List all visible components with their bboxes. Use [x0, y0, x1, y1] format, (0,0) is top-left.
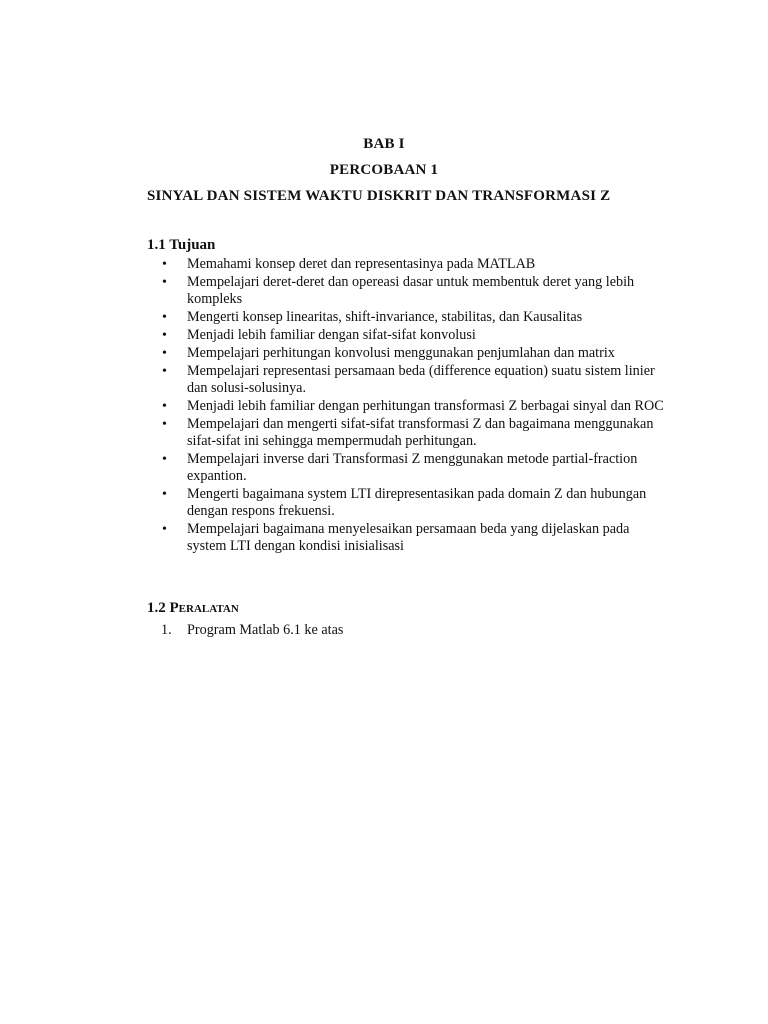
list-item: • Memahami konsep deret dan representasinya pada MATLAB [187, 256, 667, 273]
objectives-list [187, 256, 667, 556]
section-heading-peralatan [147, 600, 239, 617]
section-heading-tujuan [147, 237, 215, 254]
list-item: • Mempelajari bagaimana menyelesaikan persamaan beda yang dijelaskan pada system LTI dengan kondisi inisialisasi [187, 521, 667, 555]
section-number: 1.2 [147, 600, 166, 616]
chapter-heading: BAB I [363, 136, 405, 152]
list-item: • Mempelajari perhitungan konvolusi menggunakan penjumlahan dan matrix [187, 345, 667, 362]
section-number: 1.1 [147, 237, 166, 253]
list-item: • Mempelajari inverse dari Transformasi Z menggunakan metode partial-fraction expantion. [187, 451, 667, 485]
list-item-text: Program Matlab 6.1 ke atas [187, 622, 344, 638]
experiment-heading: PERCOBAAN 1 [329, 162, 439, 178]
list-item: • Mengerti bagaimana system LTI direpresentasikan pada domain Z dan hubungan dengan respons frekuensi. [187, 486, 667, 520]
list-item: • Menjadi lebih familiar dengan perhitungan transformasi Z berbagai sinyal dan ROC [187, 398, 667, 415]
section-title: Peralatan [169, 600, 239, 616]
section-title: Tujuan [169, 237, 216, 253]
list-item: • Mengerti konsep linearitas, shift-invariance, stabilitas, dan Kausalitas [187, 309, 667, 326]
list-marker: 1. [161, 622, 172, 638]
equipment-list [161, 622, 667, 639]
list-item: • Menjadi lebih familiar dengan sifat-sifat konvolusi [187, 327, 667, 344]
list-item: • Mempelajari dan mengerti sifat-sifat transformasi Z dan bagaimana menggunakan sifat-sifat ini sehingga mempermudah perhitungan. [187, 416, 667, 450]
document-title: SINYAL DAN SISTEM WAKTU DISKRIT DAN TRANSFORMASI Z [147, 188, 611, 204]
list-item [161, 622, 667, 639]
list-item: • Mempelajari representasi persamaan beda (difference equation) suatu sistem linier dan solusi-solusinya. [187, 363, 667, 397]
list-item: • Mempelajari deret-deret dan opereasi dasar untuk membentuk deret yang lebih kompleks [187, 274, 667, 308]
